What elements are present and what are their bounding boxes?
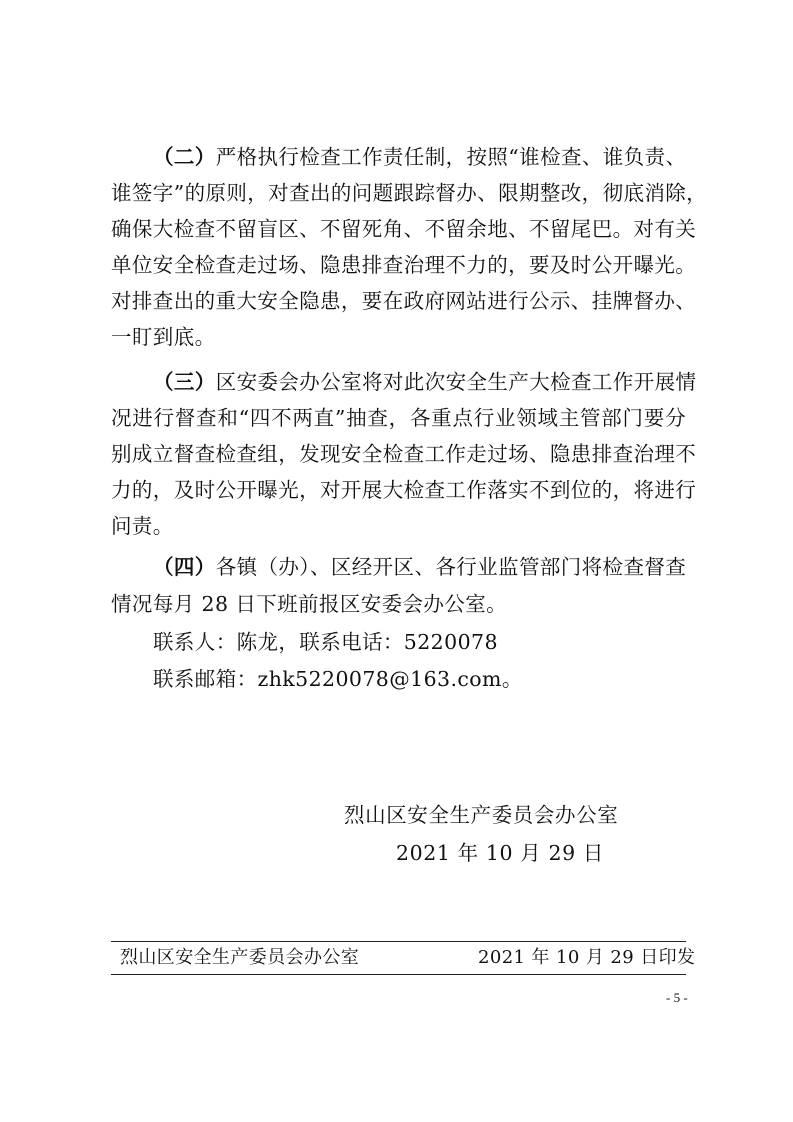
paragraph-3-label: （三） (153, 370, 216, 394)
paragraph-2-text: 严格执行检查工作责任制，按照“谁检查、谁负责、 (215, 145, 687, 169)
paragraph-4-line-2: 情况每月 28 日下班前报区安委会办公室。 (111, 592, 508, 616)
signature-org: 烈山区安全生产委员会办公室 (344, 803, 619, 827)
paragraph-2-line-6: 一盯到底。 (111, 325, 216, 349)
footer-bottom-rule (111, 974, 686, 975)
contact-person: 联系人：陈龙，联系电话：5220078 (153, 630, 498, 654)
paragraph-3-line-2: 况进行督查和“四不两直”抽查，各重点行业领域主管部门要分 (111, 406, 686, 430)
footer-org: 烈山区安全生产委员会办公室 (120, 947, 360, 968)
paragraph-2-label: （二） (153, 145, 216, 169)
paragraph-3-line-4: 力的，及时公开曝光，对开展大检查工作落实不到位的，将进行 (111, 478, 697, 502)
page-number: - 5 - (666, 990, 688, 1005)
paragraph-4-line-1 (153, 553, 686, 581)
paragraph-2-line-3: 确保大检查不留盲区、不留死角、不留余地、不留尾巴。对有关 (111, 217, 697, 241)
paragraph-3-text: 区安委会办公室将对此次安全生产大检查工作开展情 (215, 370, 697, 394)
footer-issue-date: 2021 年 10 月 29 日印发 (478, 947, 696, 968)
paragraph-3-line-3: 别成立督查检查组，发现安全检查工作走过场、隐患排查治理不 (111, 442, 697, 466)
signature-date: 2021 年 10 月 29 日 (396, 841, 605, 865)
paragraph-2-line-4: 单位安全检查走过场、隐患排查治理不力的，要及时公开曝光。 (111, 253, 697, 277)
paragraph-2-line-5: 对排查出的重大安全隐患，要在政府网站进行公示、挂牌督办、 (111, 289, 697, 313)
paragraph-3-line-5: 问责。 (111, 514, 174, 538)
paragraph-2-line-2: 谁签字”的原则，对查出的问题跟踪督办、限期整改，彻底消除， (111, 181, 708, 205)
footer-top-rule (111, 941, 686, 942)
paragraph-3-line-1 (153, 368, 697, 396)
paragraph-4-label: （四） (153, 555, 216, 579)
paragraph-4-text: 各镇（办）、区经开区、各行业监管部门将检查督查 (215, 555, 687, 579)
paragraph-2-line-1 (153, 143, 686, 171)
contact-email: 联系邮箱：zhk5220078@163.com。 (153, 667, 523, 691)
